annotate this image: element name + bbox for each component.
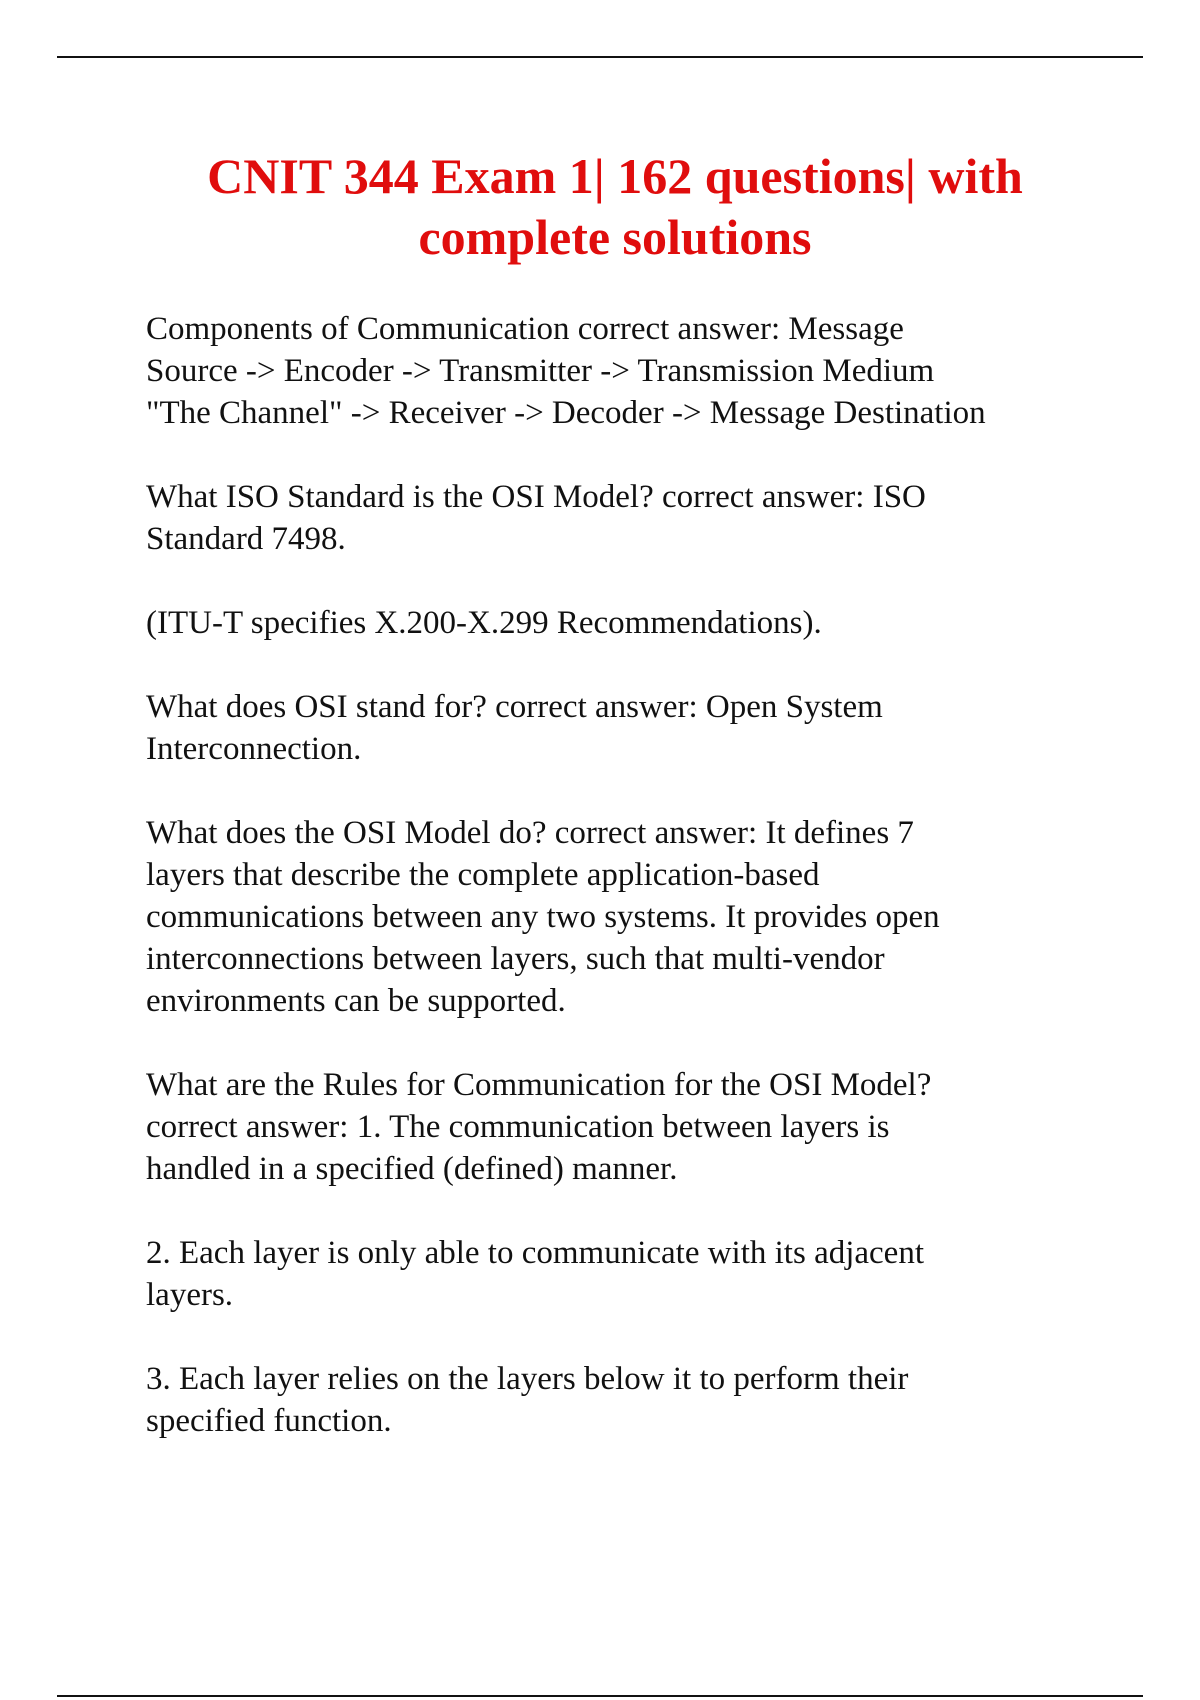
qa-paragraph bbox=[146, 602, 1076, 644]
text-line: Interconnection. bbox=[146, 731, 362, 767]
qa-paragraph bbox=[146, 1232, 1076, 1316]
text-line: interconnections between layers, such that multi-vendor bbox=[146, 941, 885, 977]
footer-rule bbox=[57, 1695, 1143, 1697]
qa-paragraph bbox=[146, 686, 1076, 770]
text-line: layers that describe the complete application-based bbox=[146, 857, 820, 893]
text-line: Components of Communication correct answer: Message bbox=[146, 311, 904, 347]
text-line: "The Channel" -> Receiver -> Decoder -> Message Destination bbox=[146, 395, 986, 431]
qa-paragraph bbox=[146, 1358, 1076, 1442]
document-title bbox=[120, 146, 1110, 268]
title-line: complete solutions bbox=[418, 209, 812, 265]
text-line: handled in a specified (defined) manner. bbox=[146, 1151, 678, 1187]
qa-paragraph bbox=[146, 308, 1076, 434]
text-line: (ITU-T specifies X.200-X.299 Recommendations). bbox=[146, 605, 822, 641]
text-line: correct answer: 1. The communication between layers is bbox=[146, 1109, 890, 1145]
text-line: Source -> Encoder -> Transmitter -> Transmission Medium bbox=[146, 353, 935, 389]
title-line: CNIT 344 Exam 1| 162 questions| with bbox=[207, 148, 1023, 204]
text-line: What does OSI stand for? correct answer: Open System bbox=[146, 689, 883, 725]
text-line: environments can be supported. bbox=[146, 983, 566, 1019]
text-line: communications between any two systems. It provides open bbox=[146, 899, 940, 935]
text-line: Standard 7498. bbox=[146, 521, 346, 557]
text-line: What are the Rules for Communication for the OSI Model? bbox=[146, 1067, 932, 1103]
qa-paragraph bbox=[146, 1064, 1076, 1190]
header-rule bbox=[57, 56, 1143, 58]
qa-paragraph bbox=[146, 476, 1076, 560]
text-line: 3. Each layer relies on the layers below it to perform their bbox=[146, 1361, 909, 1397]
text-line: 2. Each layer is only able to communicate with its adjacent bbox=[146, 1235, 924, 1271]
text-line: specified function. bbox=[146, 1403, 392, 1439]
document-body bbox=[146, 308, 1076, 1484]
text-line: What ISO Standard is the OSI Model? correct answer: ISO bbox=[146, 479, 926, 515]
qa-paragraph bbox=[146, 812, 1076, 1022]
text-line: layers. bbox=[146, 1277, 234, 1313]
text-line: What does the OSI Model do? correct answer: It defines 7 bbox=[146, 815, 914, 851]
